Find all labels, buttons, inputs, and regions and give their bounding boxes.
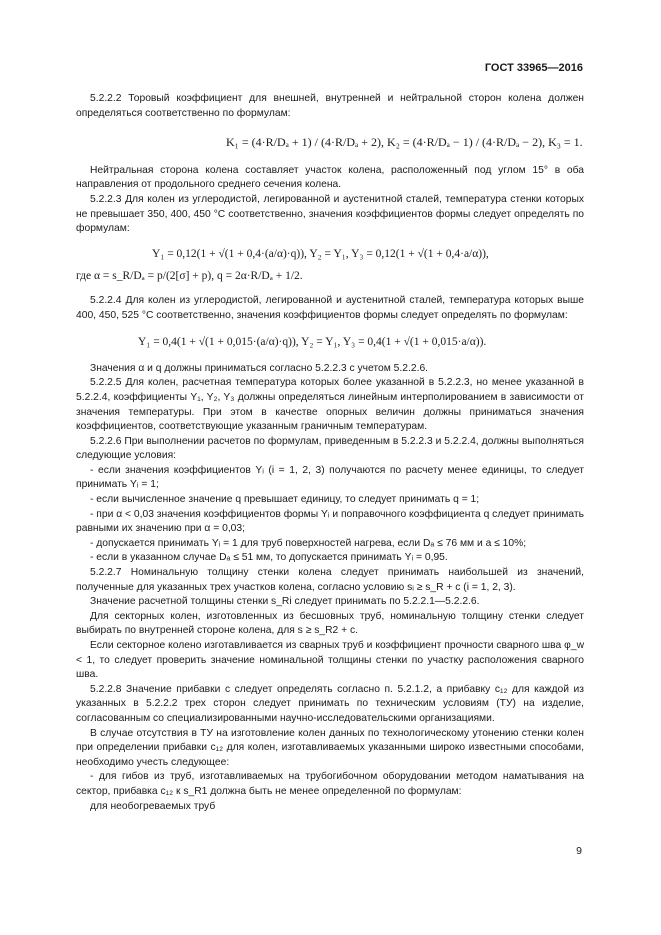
paragraph-unheated-pipes: для необогреваемых труб: [90, 800, 216, 812]
formula-k-coefficients: K₁ = (4·R/Dₐ + 1) / (4·R/Dₐ + 2), K₂ = (4·R/Dₐ − 1) / (4·R/Dₐ − 2), K₃ = 1.: [226, 135, 583, 150]
list-item: - допускается принимать Yᵢ = 1 для труб поверхностей нагрева, если Dₐ ≤ 76 мм и a ≤ 10%;: [90, 537, 527, 549]
paragraph-5-2-2-6: 5.2.2.6 При выполнении расчетов по формулам, приведенным в 5.2.2.3 и 5.2.2.4, должны выполняться следующие условия:: [76, 435, 584, 462]
page-number: 9: [576, 845, 582, 857]
paragraph-neutral-side: Нейтральная сторона колена составляет участок колена, расположенный под углом 15° в оба направления от продольного среднего сечения колена.: [76, 164, 584, 191]
paragraph-5-2-2-2: 5.2.2.2 Торовый коэффициент для внешней, внутренней и нейтральной сторон колена должен определяться соответственно по формулам:: [76, 93, 584, 119]
list-item: - для гибов из труб, изготавливаемых на трубогибочном оборудовании методом наматывания на сектор, прибавка c₁₂ к s_R1 должна быть не менее определенной по формулам:: [76, 771, 584, 797]
paragraph-absent-data: В случае отсутствия в ТУ на изготовление колен данных по технологическому утонению стенки колен при определении прибавки c₁₂ для колен, изготавливаемых указанными широко известными способами, необходимо учесть следующее:: [76, 727, 584, 768]
paragraph-welded-pipes: Если секторное колено изготавливается из сварных труб и коэффициент прочности сварного шва φ_w < 1, то следует проверить значение номинальной толщины стенки по участку расположения сварного шва.: [76, 640, 584, 681]
document-body: [76, 92, 584, 814]
paragraph-5-2-2-3: 5.2.2.3 Для колен из углеродистой, легированной и аустенитной сталей, температура стенки которых не превышает 350, 400, 450 °C соответственно, значения коэффициентов формы следует определять по формулам:: [76, 193, 584, 235]
list-item: - если значения коэффициентов Yᵢ (i = 1, 2, 3) получаются по расчету менее единицы, то следует принимать Yᵢ = 1;: [76, 464, 584, 491]
formula-y-coefficients-low-temp: Y₁ = 0,12(1 + √(1 + 0,4·(a/α)·q)), Y₂ = Y₁, Y₃ = 0,12(1 + √(1 + 0,4·a/α)),: [152, 247, 489, 260]
paragraph-5-2-2-7: 5.2.2.7 Номинальную толщину стенки колена следует принимать наибольшей из значений, полученные для указанных трех участков колена, согласно условию sᵢ ≥ s_R + c (i = 1, 2, 3).: [76, 567, 584, 593]
paragraph-calculated-thickness: Значение расчетной толщины стенки s_Ri следует принимать по 5.2.2.1—5.2.2.6.: [90, 596, 480, 608]
formula-alpha-q: где α = s_R/Dₐ = p/(2[σ] + p), q = 2α·R/Dₐ + 1/2.: [76, 270, 303, 283]
document-code: ГОСТ 33965—2016: [484, 62, 583, 74]
list-item: - если вычисленное значение q превышает единицу, то следует принимать q = 1;: [90, 494, 480, 506]
formula-y-coefficients-high-temp: Y₁ = 0,4(1 + √(1 + 0,015·(a/α)·q)), Y₂ = Y₁, Y₃ = 0,4(1 + √(1 + 0,015·a/α)).: [138, 336, 487, 349]
paragraph-5-2-2-4: 5.2.2.4 Для колен из углеродистой, легированной и аустенитной сталей, температура которых выше 400, 450, 525 °C соответственно, значения коэффициентов формы следует определять по формулам:: [76, 294, 584, 321]
list-item: - при α < 0,03 значения коэффициентов формы Yᵢ и поправочного коэффициента q следует принимать равными их значению при α = 0,03;: [76, 508, 584, 535]
paragraph-sector-bends: Для секторных колен, изготовленных из бесшовных труб, номинальную толщину стенки следует выбирать по внутренней стороне колена, для s ≥ s_R2 + c.: [76, 610, 584, 637]
paragraph-5-2-2-8: 5.2.2.8 Значение прибавки c следует определять согласно п. 5.2.1.2, а прибавку c₁₂ для каждой из указанных в 5.2.2.2 трех сторон следует принимать по техническим условиям (ТУ) на изделие, согласованным со специализированными научно-исследовательскими организациями.: [76, 683, 584, 724]
paragraph-5-2-2-5: 5.2.2.5 Для колен, расчетная температура которых более указанной в 5.2.2.3, но менее указанной в 5.2.2.4, коэффициенты Y₁, Y₂, Y₃ должны определяться линейным интерполированием в зависимости от значения температуры. При этом в качестве опорных величин должны приниматься значения коэффициентов, соответствующие указанным граничным температурам.: [76, 377, 584, 433]
paragraph-alpha-q-values: Значения α и q должны приниматься согласно 5.2.2.3 с учетом 5.2.2.6.: [90, 362, 429, 374]
list-item: - если в указанном случае Dₐ ≤ 51 мм, то допускается принимать Yᵢ = 0,95.: [90, 552, 448, 564]
